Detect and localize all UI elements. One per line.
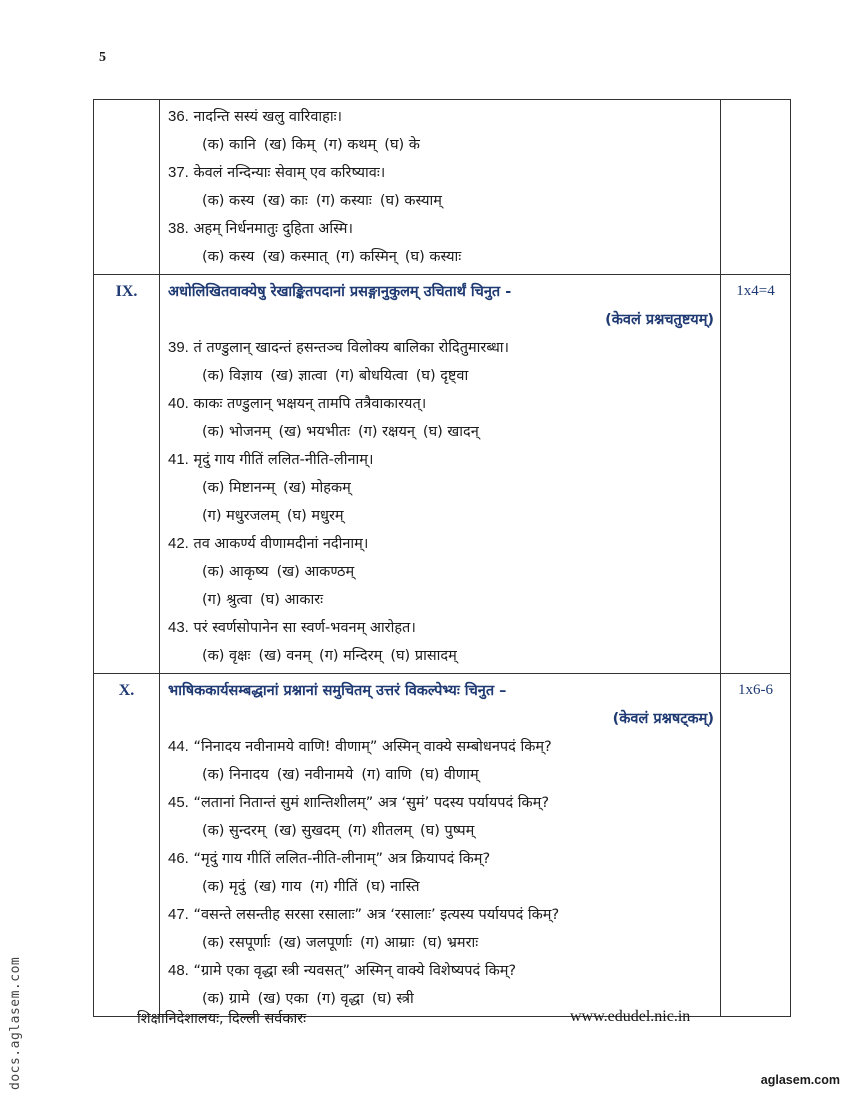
question-item: [168, 901, 714, 929]
question-number: 41.: [168, 451, 189, 468]
option-row: [168, 418, 714, 446]
answer-option: (क) वृक्षः: [202, 648, 251, 664]
answer-option: (क) मिष्टानन्म्: [202, 480, 276, 496]
answer-option: (ग) श्रुत्वा: [202, 592, 253, 608]
answer-option: (घ) आकारः: [260, 592, 324, 608]
question-number: 42.: [168, 535, 189, 552]
answer-option: (ख) सुखदम्: [273, 823, 340, 839]
section-body: [160, 100, 721, 275]
option-row: [168, 362, 714, 390]
question-text: नादन्ति सस्यं खलु वारिवाहाः।: [193, 109, 343, 125]
answer-option: (ख) वनम्: [258, 648, 312, 664]
answer-option: (ख) कस्मात्: [262, 249, 328, 265]
answer-option: (क) आकृष्य: [202, 564, 269, 580]
question-number: 38.: [168, 220, 189, 237]
question-item: [168, 159, 714, 187]
question-number: 47.: [168, 906, 189, 923]
section-label: X.: [94, 674, 160, 1017]
answer-option: (क) निनादय: [202, 767, 269, 783]
option-row: [168, 586, 714, 614]
option-row: [168, 243, 714, 271]
answer-option: (घ) भ्रमराः: [422, 935, 479, 951]
question-item: [168, 845, 714, 873]
answer-option: (घ) मधुरम्: [286, 508, 344, 524]
question-item: [168, 446, 714, 474]
answer-option: (क) ग्रामे: [202, 991, 250, 1007]
answer-option: (ख) आकण्ठम्: [276, 564, 355, 580]
answer-option: (घ) नास्ति: [365, 879, 420, 895]
page-number: 5: [99, 50, 106, 65]
question-text: काकः तण्डुलान् भक्षयन् तामपि तत्रैवाकारयत्।: [193, 396, 427, 412]
question-number: 45.: [168, 794, 189, 811]
answer-option: (क) विज्ञाय: [202, 368, 263, 384]
question-number: 48.: [168, 962, 189, 979]
footer-department: शिक्षानिदेशालयः, दिल्ली सर्वकारः: [137, 1011, 307, 1027]
answer-option: (क) कस्य: [202, 193, 255, 209]
question-item: [168, 215, 714, 243]
option-row: [168, 131, 714, 159]
answer-option: (ख) गाय: [253, 879, 302, 895]
answer-option: (ख) एका: [257, 991, 309, 1007]
section-label: IX.: [94, 275, 160, 674]
question-text: मृदुं गाय गीतिं ललित-नीति-लीनाम्।: [193, 452, 374, 468]
question-item: [168, 957, 714, 985]
option-row: [168, 474, 714, 502]
answer-option: (ख) किम्: [263, 137, 316, 153]
answer-option: (ग) गीतिं: [309, 879, 358, 895]
watermark: docs.aglasem.com: [8, 956, 23, 1090]
question-text: परं स्वर्णसोपानेन सा स्वर्ण-भवनम् आरोहत।: [193, 620, 416, 636]
option-row: [168, 817, 714, 845]
question-text: “लतानां नितान्तं सुमं शान्तिशीलम्” अत्र ‘सुमं’ पदस्य पर्यायपदं किम्?: [193, 795, 550, 811]
question-item: [168, 530, 714, 558]
option-row: [168, 187, 714, 215]
question-item: [168, 733, 714, 761]
section-marks: 1x6-6: [721, 674, 791, 1017]
answer-option: (ख) मोहकम्: [283, 480, 351, 496]
answer-option: (घ) प्रासादम्: [390, 648, 457, 664]
answer-option: (घ) कस्याः: [404, 249, 462, 265]
answer-option: (घ) वीणाम्: [419, 767, 479, 783]
question-item: [168, 614, 714, 642]
answer-option: (ग) कस्याः: [315, 193, 372, 209]
answer-option: (घ) दृष्ट्वा: [415, 368, 469, 384]
option-row: [168, 502, 714, 530]
answer-option: (ग) मधुरजलम्: [202, 508, 279, 524]
answer-option: (ग) वाणि: [361, 767, 412, 783]
site-mark: aglasem.com: [760, 1073, 840, 1087]
answer-option: (क) कानि: [202, 137, 256, 153]
option-row: [168, 761, 714, 789]
question-text: केवलं नन्दिन्याः सेवाम् एव करिष्यावः।: [193, 165, 386, 181]
section-instruction: भाषिककार्यसम्बद्धानां प्रश्नानां समुचितम् उत्तरं विकल्पेभ्यः चिनुत –: [168, 683, 507, 699]
answer-option: (ख) भयभीतः: [278, 424, 351, 440]
section-body: [160, 275, 721, 674]
section-body: [160, 674, 721, 1017]
answer-option: (क) मृदुं: [202, 879, 246, 895]
option-row: [168, 873, 714, 901]
answer-option: (घ) पुष्पम्: [419, 823, 475, 839]
answer-option: (क) सुन्दरम्: [202, 823, 266, 839]
option-row: [168, 558, 714, 586]
answer-option: (ख) ज्ञात्वा: [270, 368, 327, 384]
question-number: 37.: [168, 164, 189, 181]
section-row: [94, 100, 791, 275]
question-number: 46.: [168, 850, 189, 867]
option-row: [168, 642, 714, 670]
question-item: [168, 103, 714, 131]
answer-option: (ग) बोधयित्वा: [334, 368, 408, 384]
answer-option: (क) भोजनम्: [202, 424, 271, 440]
section-row: [94, 275, 791, 674]
answer-option: (ख) काः: [262, 193, 308, 209]
section-marks: 1x4=4: [721, 275, 791, 674]
question-text: “वसन्ते लसन्तीह सरसा रसालाः” अत्र ‘रसालाः’ इत्यस्य पर्यायपदं किम्?: [193, 907, 560, 923]
answer-option: (ग) वृद्धा: [316, 991, 364, 1007]
question-item: [168, 789, 714, 817]
answer-option: (ख) नवीनामये: [276, 767, 354, 783]
question-text: तं तण्डुलान् खादन्तं हसन्तञ्च विलोक्य बालिका रोदितुमारब्धा।: [193, 340, 510, 356]
question-number: 40.: [168, 395, 189, 412]
section-instruction-note: (केवलं प्रश्नचतुष्टयम्): [605, 312, 714, 328]
answer-option: (ग) मन्दिरम्: [319, 648, 383, 664]
section-instruction: अधोलिखितवाक्येषु रेखाङ्कितपदानां प्रसङ्गानुकुलम् उचितार्थं चिनुत -: [168, 284, 512, 300]
section-label: [94, 100, 160, 275]
answer-option: (क) कस्य: [202, 249, 255, 265]
question-table: [93, 99, 791, 1017]
question-text: “निनादय नवीनामये वाणि! वीणाम्” अस्मिन् वाक्ये सम्बोधनपदं किम्?: [193, 739, 552, 755]
question-number: 39.: [168, 339, 189, 356]
section-row: [94, 674, 791, 1017]
answer-option: (घ) के: [384, 137, 420, 153]
answer-option: (ख) जलपूर्णाः: [278, 935, 352, 951]
question-number: 44.: [168, 738, 189, 755]
answer-option: (घ) खादन्: [422, 424, 479, 440]
answer-option: (ग) कस्मिन्: [335, 249, 397, 265]
answer-option: (ग) कथम्: [323, 137, 377, 153]
question-text: अहम् निर्धनमातुः दुहिता अस्मि।: [193, 221, 353, 237]
answer-option: (घ) कस्याम्: [379, 193, 442, 209]
question-text: “ग्रामे एका वृद्धा स्त्री न्यवसत्” अस्मिन् वाक्ये विशेष्यपदं किम्?: [193, 963, 517, 979]
question-number: 36.: [168, 108, 189, 125]
footer-website: www.edudel.nic.in: [570, 1008, 691, 1025]
question-item: [168, 334, 714, 362]
question-text: तव आकर्ण्य वीणामदीनां नदीनाम्।: [193, 536, 369, 552]
option-row: [168, 929, 714, 957]
question-text: “मृदुं गाय गीतिं ललित-नीति-लीनाम्” अत्र क्रियापदं किम्?: [193, 851, 491, 867]
question-number: 43.: [168, 619, 189, 636]
section-instruction-note: (केवलं प्रश्नषट्कम्): [612, 711, 714, 727]
question-item: [168, 390, 714, 418]
answer-option: (ग) रक्षयन्: [358, 424, 415, 440]
answer-option: (क) रसपूर्णाः: [202, 935, 271, 951]
answer-option: (ग) आम्राः: [359, 935, 415, 951]
section-marks: [721, 100, 791, 275]
answer-option: (ग) शीतलम्: [347, 823, 412, 839]
answer-option: (घ) स्त्री: [371, 991, 414, 1007]
